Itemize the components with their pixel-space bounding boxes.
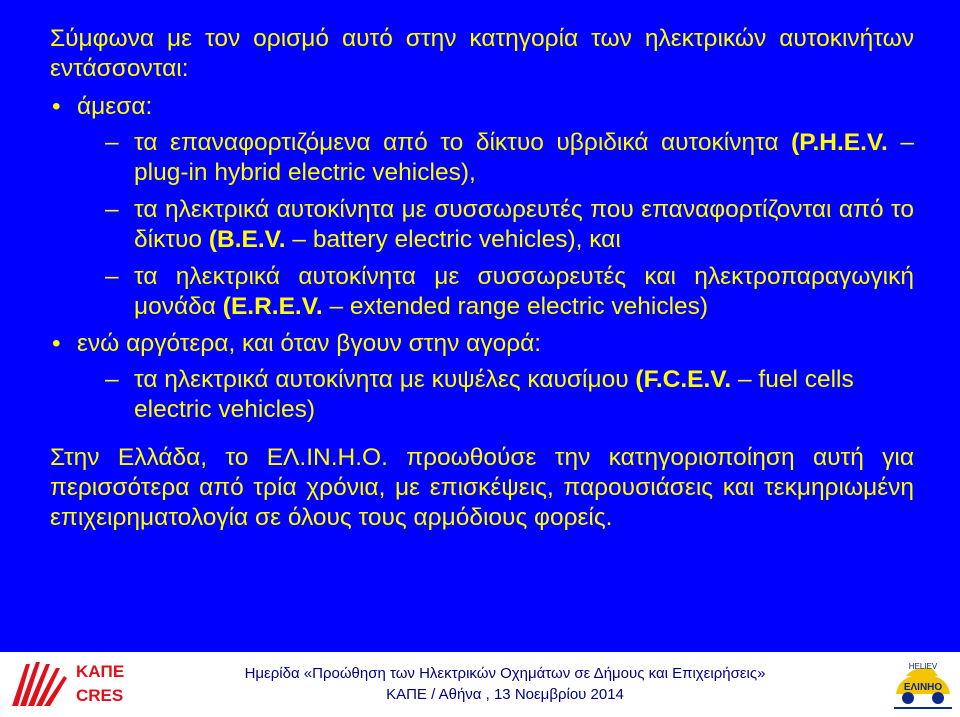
item-abbreviation: (E.R.E.V. — [222, 293, 323, 320]
item-abbreviation: (F.C.E.V. — [635, 366, 732, 393]
item-abbreviation: (B.E.V. — [208, 226, 286, 253]
bullet-immediate: • άμεσα: — [50, 92, 914, 122]
dash-mark: – — [105, 263, 119, 290]
footer-event-title: Ημερίδα «Προώθηση των Ηλεκτρικών Οχημάτων σε Δήμους και Επιχειρήσεις» — [244, 665, 766, 682]
kape-emblem-icon — [6, 656, 70, 712]
dash-mark: – — [105, 196, 119, 223]
cres-logo-text: CRES — [76, 686, 124, 705]
list-item — [50, 365, 914, 425]
helieve-logo-name: ΕΛΙΝΗΟ — [903, 682, 943, 693]
helieve-logo — [892, 656, 954, 714]
kape-logo-text: ΚΑΠΕ — [76, 662, 125, 681]
closing-paragraph: Στην Ελλάδα, το ΕΛ.ΙΝ.Η.Ο. προωθούσε την κατηγοριοποίηση αυτή για περισσότερα από τρία χρόνια, με επισκέψεις, παρουσιάσεις και τεκμηριωμένη επιχειρηματολογία σε όλους τους αρμόδιους φορείς. — [50, 444, 914, 531]
dash-mark: – — [105, 129, 119, 156]
dash-mark: – — [105, 366, 119, 393]
list-item — [50, 262, 914, 322]
footer — [0, 652, 960, 716]
list-item — [50, 128, 914, 188]
intro-paragraph: Σύμφωνα με τον ορισμό αυτό στην κατηγορία των ηλεκτρικών αυτοκινήτων εντάσσονται: — [50, 25, 914, 82]
bullet-later: • ενώ αργότερα, και όταν βγουν στην αγορά: — [50, 329, 914, 359]
item-abbreviation: (P.H.E.V. — [791, 129, 888, 156]
item-description: – extended range electric vehicles) — [322, 293, 709, 320]
footer-event-place-date: ΚΑΠΕ / Αθήνα , 13 Νοεμβρίου 2014 — [386, 686, 624, 703]
kape-logo — [6, 656, 126, 712]
helieve-logo-top-text: HELIEV — [908, 662, 938, 671]
item-description: – plug-in hybrid electric vehicles), — [134, 129, 914, 186]
item-text: τα ηλεκτρικά αυτοκίνητα με συσσωρευτές που επαναφορτίζονται από το δίκτυο — [134, 196, 914, 253]
item-text: τα ηλεκτρικά αυτοκίνητα με συσσωρευτές και ηλεκτροπαραγωγική μονάδα — [134, 263, 914, 320]
slide-content — [50, 24, 914, 533]
item-description: – fuel cells electric vehicles) — [134, 366, 854, 423]
item-description: – battery electric vehicles), και — [285, 226, 621, 253]
item-text: τα ηλεκτρικά αυτοκίνητα με κυψέλες καυσίμου — [134, 366, 629, 393]
list-item — [50, 195, 914, 255]
item-text: τα επαναφορτιζόμενα από το δίκτυο υβριδικά αυτοκίνητα — [134, 129, 779, 156]
